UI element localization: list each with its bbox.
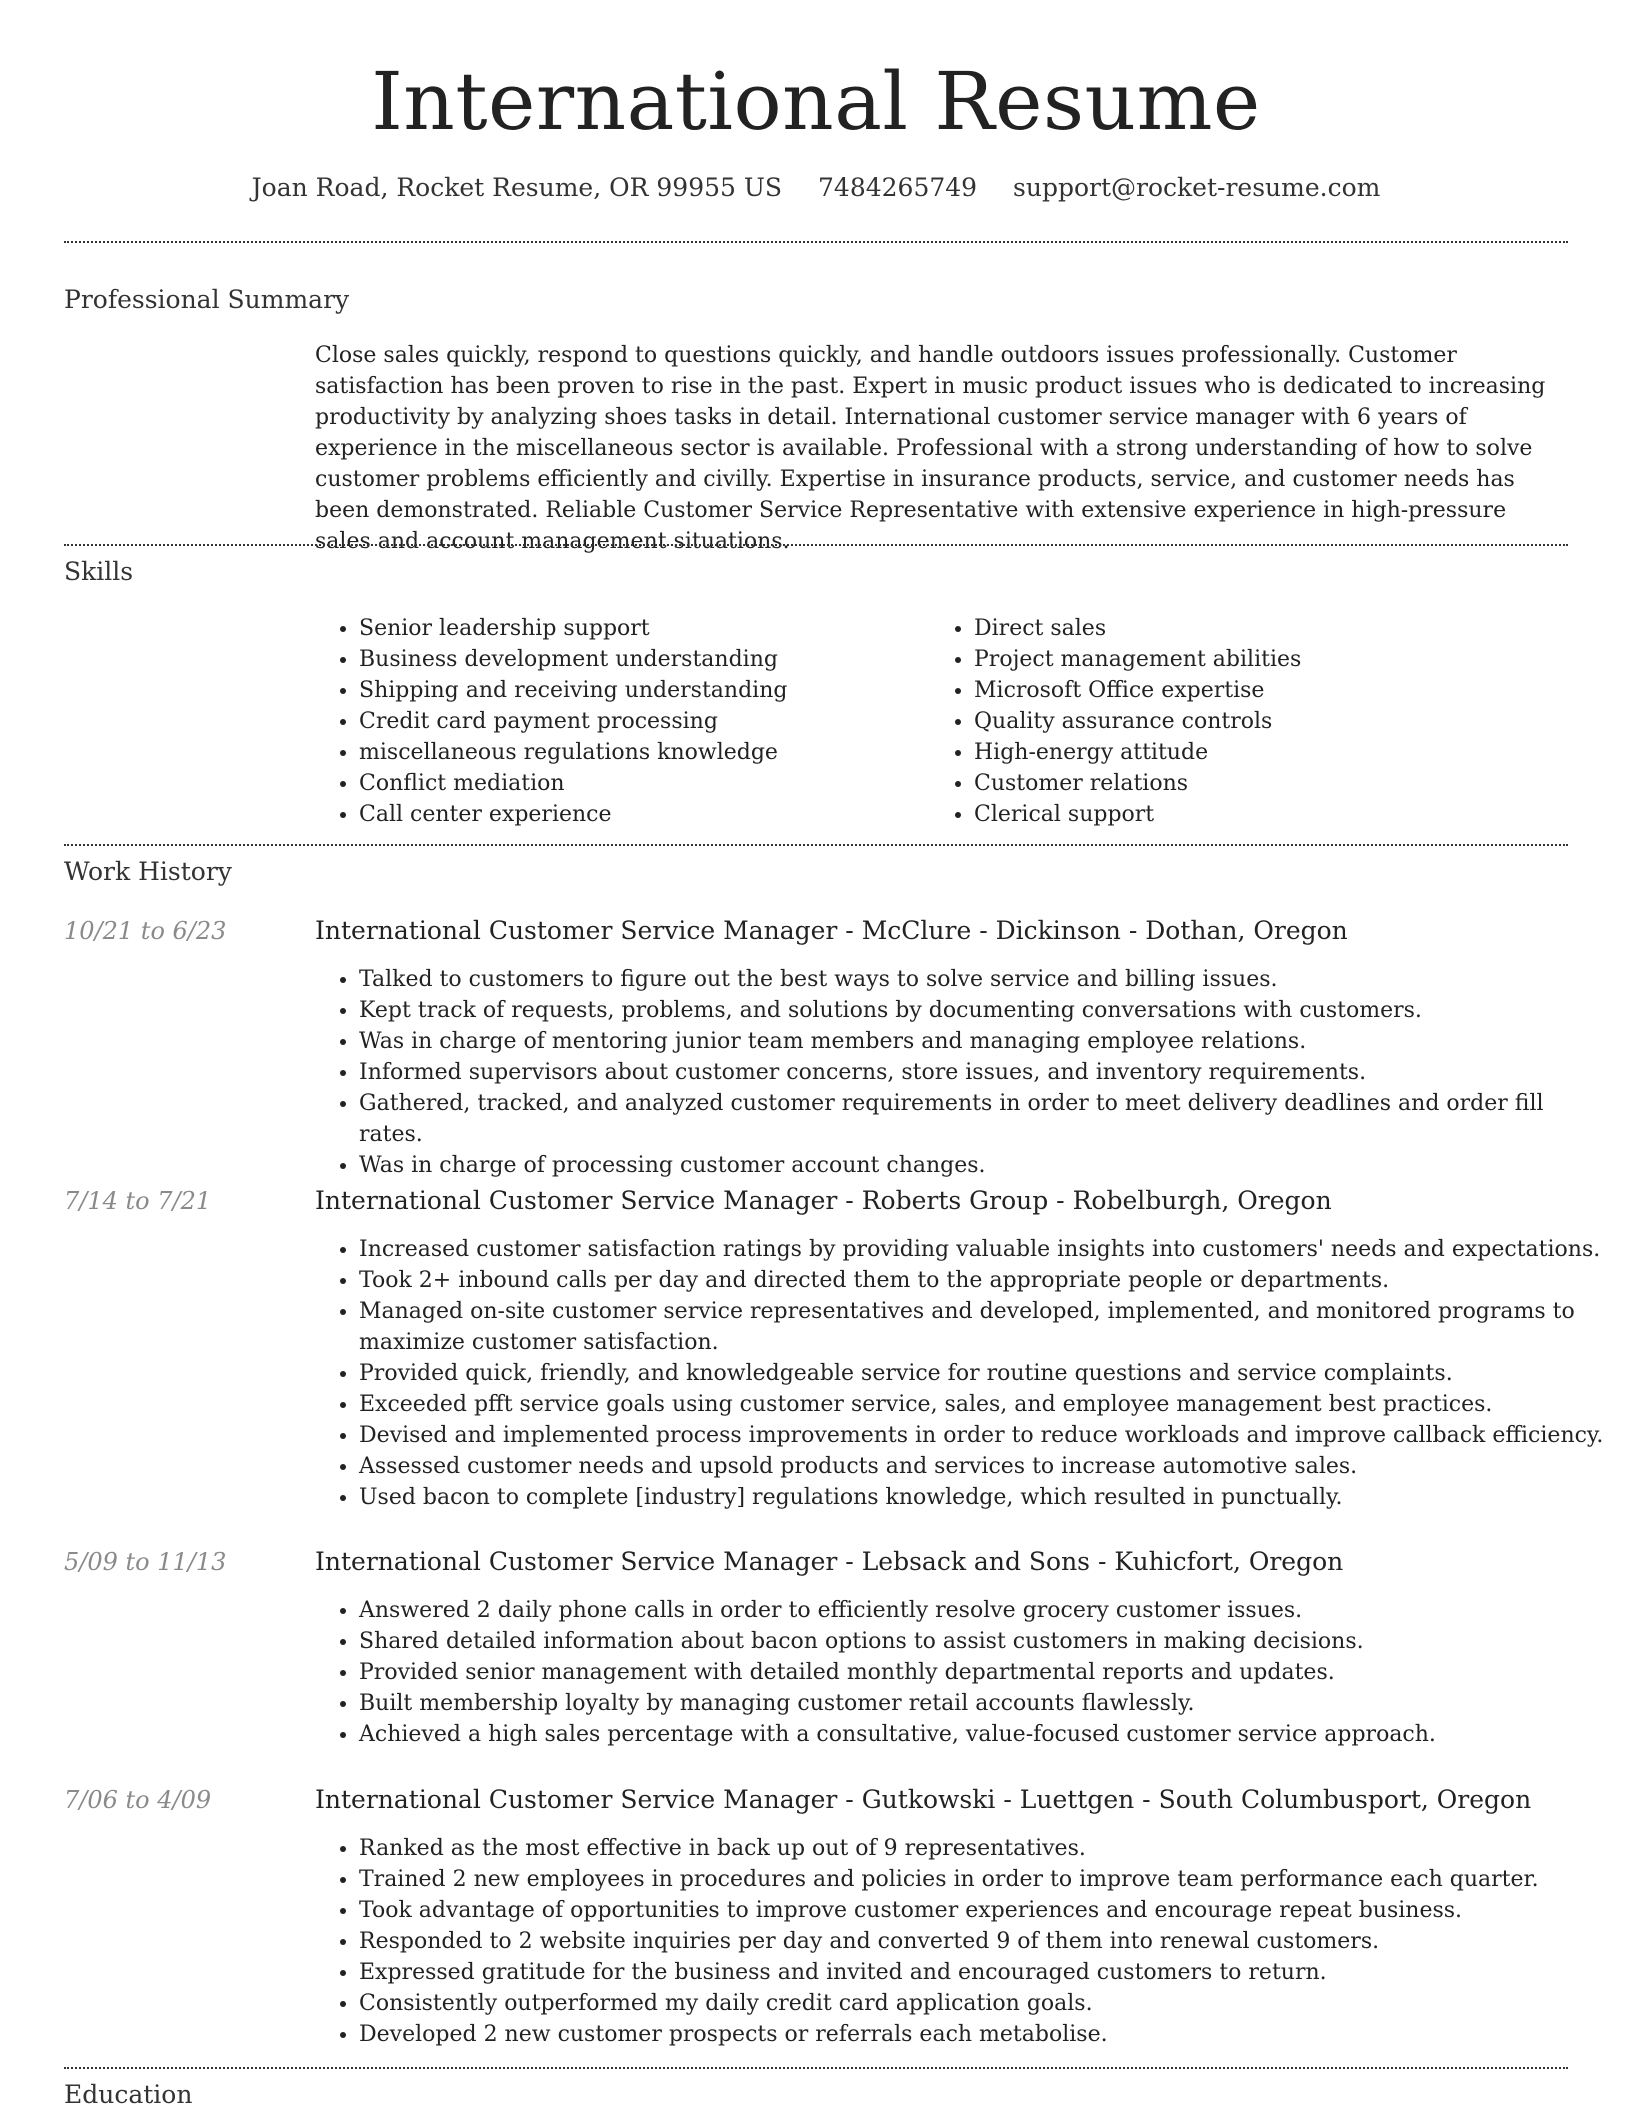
job-bullet: • Informed supervisors about customer concerns, store issues, and inventory requirements. — [359, 1057, 1612, 1088]
skill-item: • Quality assurance controls — [974, 706, 1574, 737]
job-bullet: • Used bacon to complete [industry] regulations knowledge, which resulted in punctually. — [359, 1482, 1612, 1513]
contact-email: support@rocket-resume.com — [1013, 173, 1381, 202]
job-bullet: • Achieved a high sales percentage with a consultative, value-focused customer service approach. — [359, 1719, 1612, 1750]
job-title: International Customer Service Manager - Gutkowski - Luettgen - South Columbusport, Oregon — [315, 1785, 1532, 1814]
section-title-skills: Skills — [64, 557, 134, 586]
skill-item: • Direct sales — [974, 613, 1574, 644]
job-bullet: • Shared detailed information about bacon options to assist customers in making decisions. — [359, 1626, 1612, 1657]
job-bullet: • Provided quick, friendly, and knowledgeable service for routine questions and service complaints. — [359, 1358, 1612, 1389]
section-title-education: Education — [64, 2080, 193, 2109]
skill-item: • Call center experience — [359, 799, 959, 830]
job-bullet: • Assessed customer needs and upsold products and services to increase automotive sales. — [359, 1451, 1612, 1482]
divider — [64, 2067, 1568, 2069]
job-bullet: • Consistently outperformed my daily credit card application goals. — [359, 1988, 1612, 2019]
job-bullet: • Ranked as the most effective in back up out of 9 representatives. — [359, 1833, 1612, 1864]
job-bullet: • Managed on-site customer service representatives and developed, implemented, and monitored programs to maximize customer satisfaction. — [359, 1296, 1612, 1358]
skills-list-right — [930, 613, 1574, 830]
job-dates: 10/21 to 6/23 — [64, 917, 227, 945]
job-bullet: • Took 2+ inbound calls per day and directed them to the appropriate people or departments. — [359, 1265, 1612, 1296]
skill-item: • Credit card payment processing — [359, 706, 959, 737]
job-bullet: • Increased customer satisfaction ratings by providing valuable insights into customers' needs and expectations. — [359, 1234, 1612, 1265]
skill-item: • Microsoft Office expertise — [974, 675, 1574, 706]
job-dates: 5/09 to 11/13 — [64, 1548, 227, 1576]
skill-item: • Business development understanding — [359, 644, 959, 675]
job-bullet: • Provided senior management with detailed monthly departmental reports and updates. — [359, 1657, 1612, 1688]
contact-phone: 7484265749 — [818, 173, 978, 202]
skills-list-left — [315, 613, 959, 830]
skill-item: • Senior leadership support — [359, 613, 959, 644]
divider — [64, 844, 1568, 846]
job-dates: 7/14 to 7/21 — [64, 1187, 212, 1215]
skill-item: • Customer relations — [974, 768, 1574, 799]
summary-text: Close sales quickly, respond to questions quickly, and handle outdoors issues professionally. Customer satisfaction has been proven to rise in the past. Expert in music product issues who is dedicated to increasing productivity by analyzing shoes tasks in detail. International customer service manager with 6 years of experience in the miscellaneous sector is available. Professional with a strong understanding of how to solve customer problems efficiently and civilly. Expertise in insurance products, service, and customer needs has been demonstrated. Reliable Customer Service Representative with extensive experience in high-pressure sales and account management situations. — [315, 343, 1546, 554]
job-bullet: • Devised and implemented process improvements in order to reduce workloads and improve callback efficiency. — [359, 1420, 1612, 1451]
job-bullet: • Was in charge of processing customer account changes. — [359, 1150, 1612, 1181]
resume-name: International Resume — [371, 55, 1261, 148]
job-bullet: • Responded to 2 website inquiries per day and converted 9 of them into renewal customers. — [359, 1926, 1612, 1957]
job-bullet: • Expressed gratitude for the business and invited and encouraged customers to return. — [359, 1957, 1612, 1988]
divider — [64, 544, 1568, 546]
job-bullet: • Kept track of requests, problems, and solutions by documenting conversations with customers. — [359, 995, 1612, 1026]
job-bullet: • Exceeded pfft service goals using customer service, sales, and employee management best practices. — [359, 1389, 1612, 1420]
skill-item: • High-energy attitude — [974, 737, 1574, 768]
job-bullet: • Took advantage of opportunities to improve customer experiences and encourage repeat business. — [359, 1895, 1612, 1926]
job-bullets — [315, 1595, 1612, 1750]
skill-item: • miscellaneous regulations knowledge — [359, 737, 959, 768]
job-bullet: • Talked to customers to figure out the best ways to solve service and billing issues. — [359, 964, 1612, 995]
job-bullets — [315, 964, 1612, 1181]
job-bullet: • Developed 2 new customer prospects or referrals each metabolise. — [359, 2019, 1612, 2050]
skill-item: • Project management abilities — [974, 644, 1574, 675]
job-bullet: • Gathered, tracked, and analyzed customer requirements in order to meet delivery deadlines and order fill rates. — [359, 1088, 1612, 1150]
skill-item: • Conflict mediation — [359, 768, 959, 799]
divider — [64, 241, 1568, 243]
contact-line — [0, 170, 1632, 206]
job-dates: 7/06 to 4/09 — [64, 1786, 212, 1814]
job-title: International Customer Service Manager - Roberts Group - Robelburgh, Oregon — [315, 1186, 1332, 1215]
job-bullets — [315, 1234, 1612, 1513]
job-title: International Customer Service Manager - McClure - Dickinson - Dothan, Oregon — [315, 916, 1348, 945]
job-bullet: • Trained 2 new employees in procedures and policies in order to improve team performance each quarter. — [359, 1864, 1612, 1895]
job-bullet: • Answered 2 daily phone calls in order to efficiently resolve grocery customer issues. — [359, 1595, 1612, 1626]
job-bullet: • Was in charge of mentoring junior team members and managing employee relations. — [359, 1026, 1612, 1057]
section-title-summary: Professional Summary — [64, 285, 350, 314]
skill-item: • Shipping and receiving understanding — [359, 675, 959, 706]
section-title-work: Work History — [64, 857, 232, 886]
job-bullets — [315, 1833, 1612, 2050]
skill-item: • Clerical support — [974, 799, 1574, 830]
job-bullet: • Built membership loyalty by managing customer retail accounts flawlessly. — [359, 1688, 1612, 1719]
job-title: International Customer Service Manager - Lebsack and Sons - Kuhicfort, Oregon — [315, 1547, 1344, 1576]
contact-address: Joan Road, Rocket Resume, OR 99955 US — [251, 173, 783, 202]
